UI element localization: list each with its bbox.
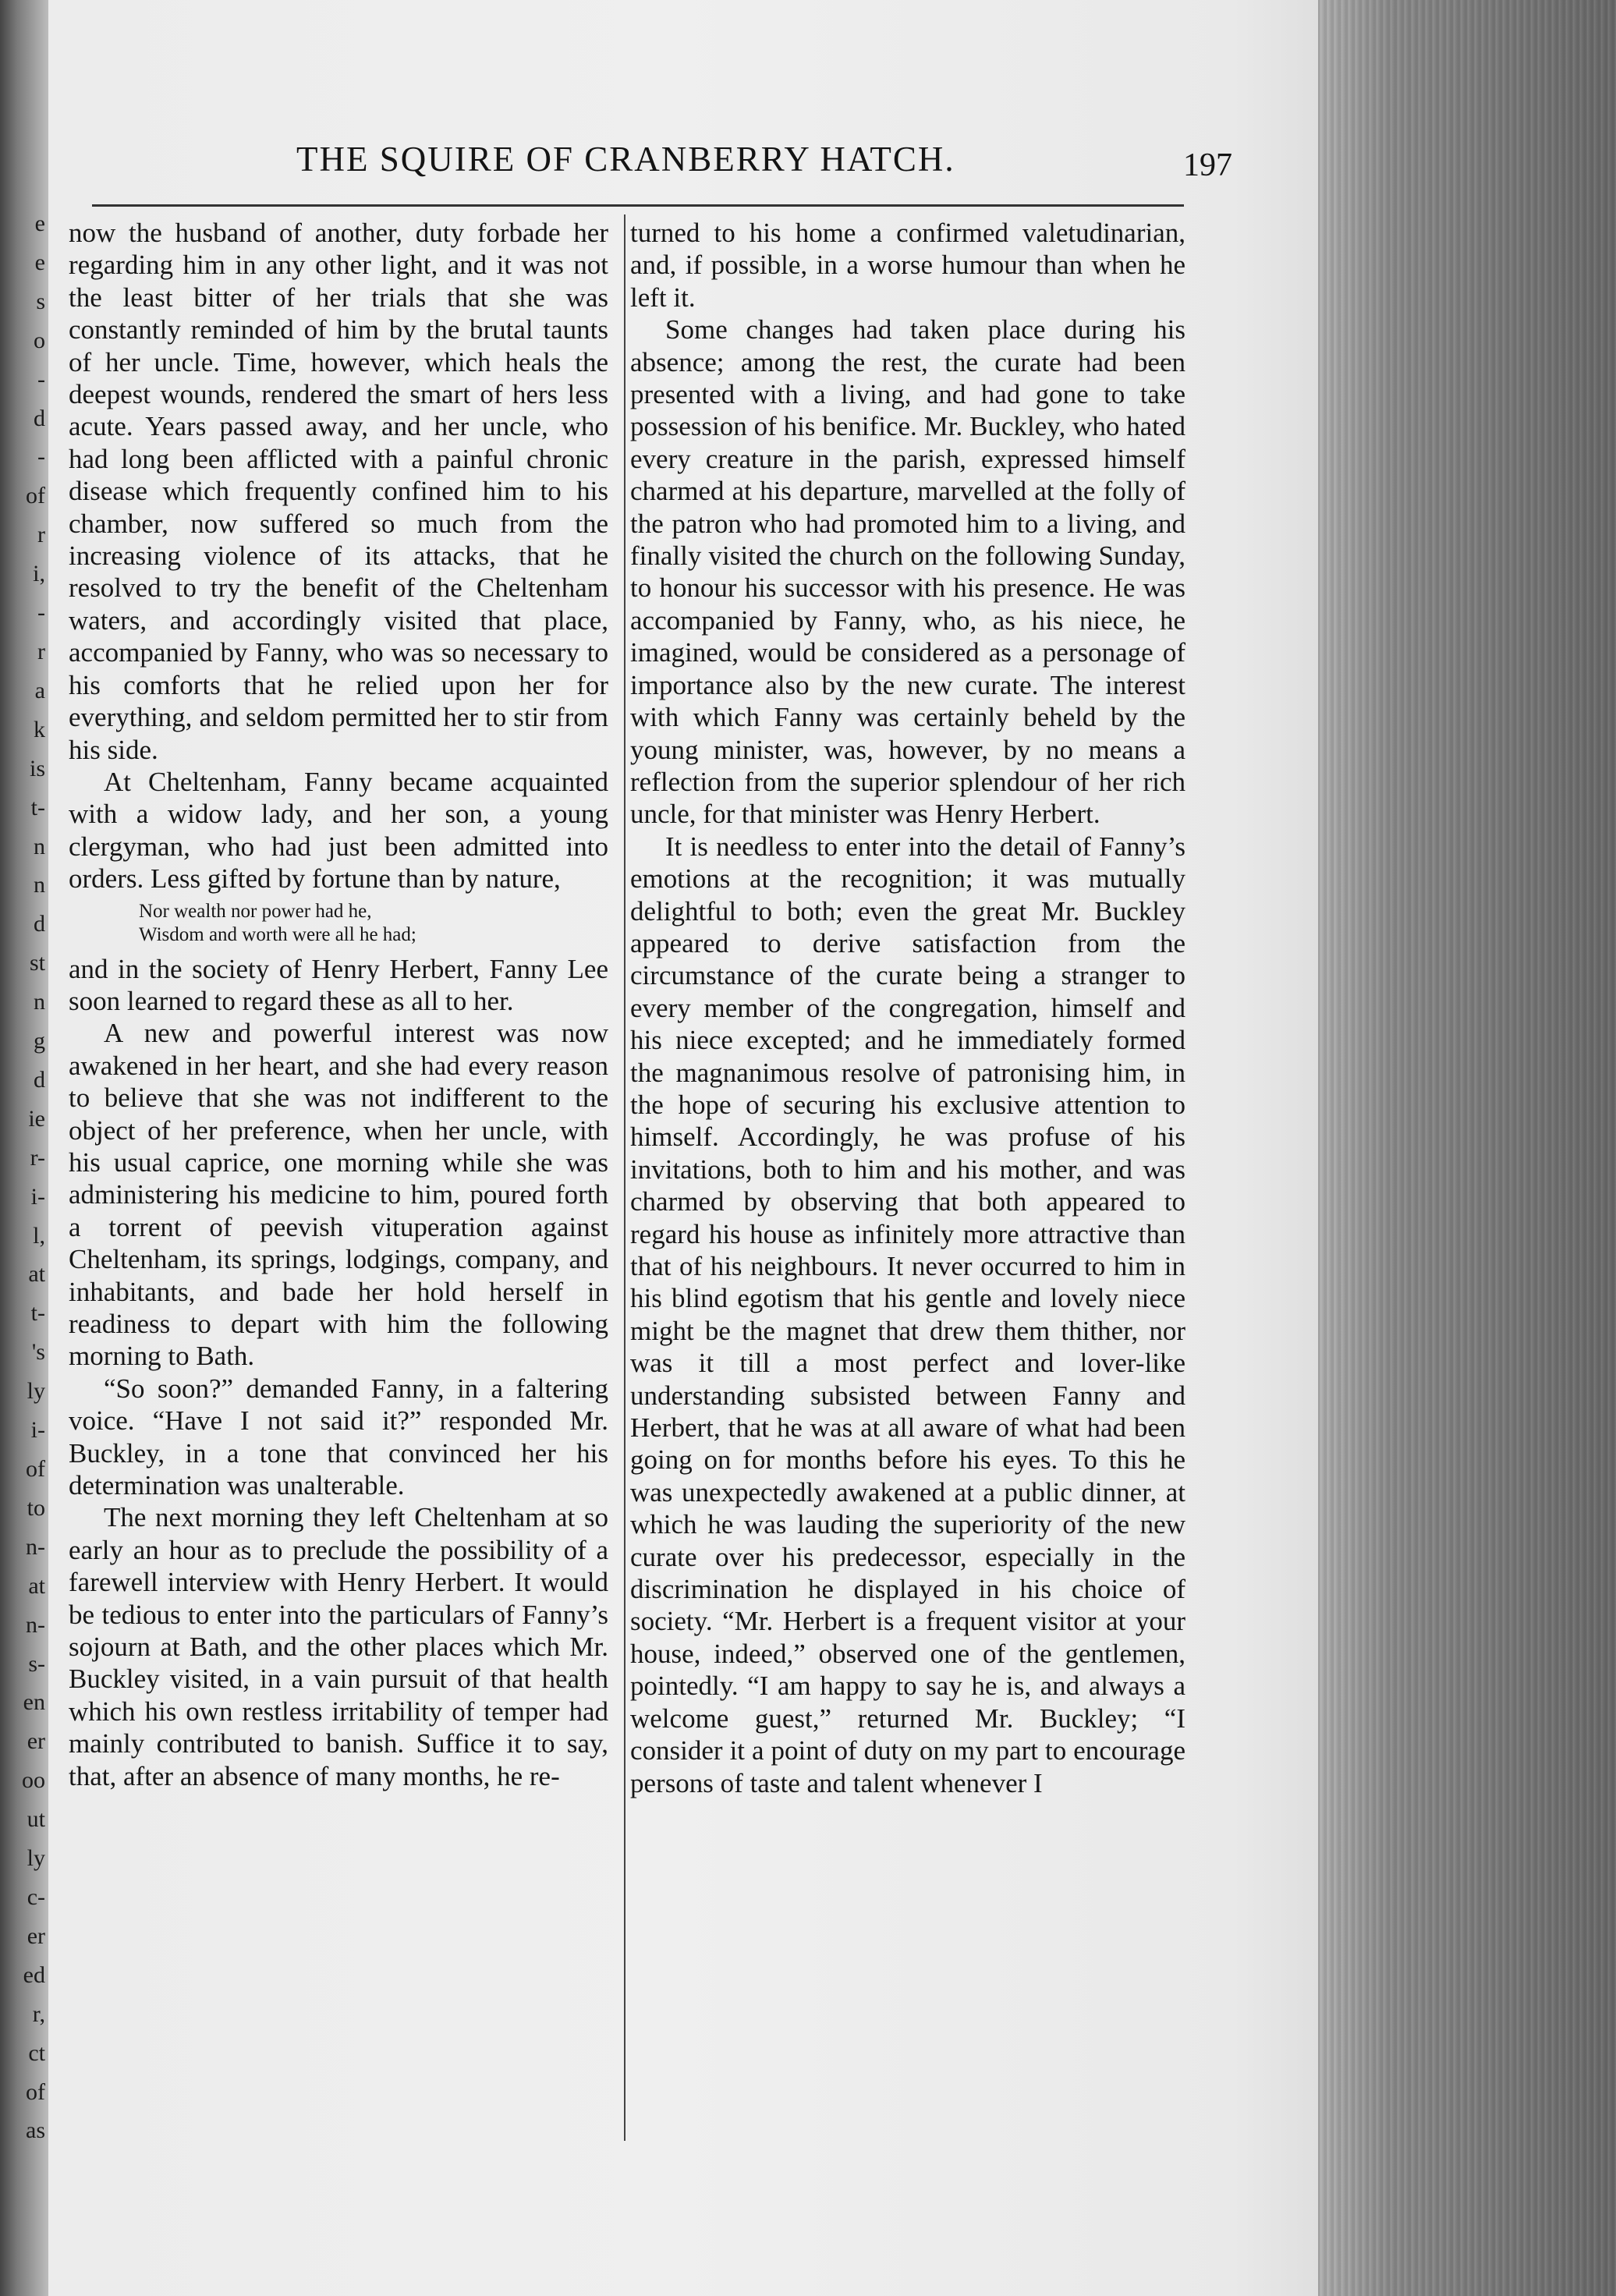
verse-line: Wisdom and worth were all he had;: [139, 923, 416, 945]
paragraph: “So soon?” demanded Fanny, in a faltering voice. “Have I not said it?” responded Mr. Buckley, in a tone that convinced her his determination was unalterable.: [69, 1373, 608, 1501]
margin-fragment: of: [26, 1456, 45, 1482]
margin-fragment: n: [34, 989, 45, 1015]
margin-fragment: is: [29, 755, 45, 781]
margin-fragment: d: [34, 1066, 45, 1093]
left-column: [69, 217, 608, 2135]
margin-fragment: to: [27, 1494, 45, 1521]
margin-fragment: d: [34, 911, 45, 937]
margin-fragment: e: [34, 249, 45, 275]
paragraph: turned to his home a confirmed valetudinarian, and, if possible, in a worse humour than when he left it.: [630, 218, 1185, 313]
running-head-title: THE SQUIRE OF CRANBERRY HATCH.: [296, 140, 955, 179]
margin-fragment: ly: [27, 1845, 45, 1872]
margin-fragment: as: [26, 2117, 45, 2144]
margin-fragment: at: [28, 1261, 45, 1288]
margin-fragment: t-: [30, 1300, 45, 1327]
margin-fragment: -: [37, 366, 45, 392]
margin-fragment: r,: [32, 2000, 45, 2027]
margin-fragment: ut: [27, 1806, 45, 1833]
margin-fragment: c-: [27, 1883, 45, 1910]
margin-fragment: 's: [31, 1339, 45, 1366]
margin-fragment: k: [34, 716, 45, 742]
paragraph: and in the society of Henry Herbert, Fanny Lee soon learned to regard these as all to her.: [69, 953, 608, 1016]
margin-fragment: n: [34, 833, 45, 859]
previous-page-fragments: [0, 211, 48, 2145]
margin-fragment: n-: [26, 1533, 45, 1560]
margin-fragment: i,: [33, 561, 45, 587]
right-column: [630, 217, 1185, 2135]
book-fore-edge: [1318, 0, 1616, 2296]
margin-fragment: i-: [30, 1417, 45, 1444]
margin-fragment: n-: [26, 1611, 45, 1638]
paragraph: now the husband of another, duty forbade her regarding him in any other light, and it was not the least bitter of her trials that she was constantly reminded of him by the brutal taunts of her uncle. Time, however, which heals the deepest wounds, rendered the smart of hers less acute. Years passed away, and her uncle, who had long been afflicted with a painful chronic disease which frequently confined him to his chamber, now suffered so much from the increasing violence of its attacks, that he resolved to try the benefit of the Cheltenham waters, and accordingly visited that place, accompanied by Fanny, who was so necessary to his comforts that he relied upon her for everything, and seldom permitted her to stir from his side.: [69, 218, 608, 765]
paragraph: The next morning they left Cheltenham at so early an hour as to preclude the possibility of a farewell interview with Henry Herbert. It would be tedious to enter into the particulars of Fanny’s sojourn at Bath, and the other places which Mr. Buckley visited, in a vain pursuit of that health which his own restless irritability of temper had mainly contributed to banish. Suffice it to say, that, after an absence of many months, he re-: [69, 1502, 608, 1791]
margin-fragment: s-: [28, 1650, 45, 1677]
margin-fragment: n: [34, 872, 45, 898]
paragraph: At Cheltenham, Fanny became acquainted with a widow lady, and her son, a young clergyman, who had just been admitted into orders. Less gifted by fortune than by nature,: [69, 766, 608, 895]
page-number: 197: [1183, 147, 1232, 183]
margin-fragment: s: [36, 288, 45, 314]
margin-fragment: ed: [23, 1961, 45, 1988]
margin-fragment: d: [34, 405, 45, 431]
margin-fragment: ct: [28, 2039, 45, 2066]
margin-fragment: r: [37, 522, 45, 548]
margin-fragment: er: [27, 1922, 45, 1949]
verse-quote: [139, 900, 608, 947]
margin-fragment: ie: [28, 1105, 45, 1132]
margin-fragment: t-: [30, 794, 45, 820]
margin-fragment: -: [37, 444, 45, 470]
margin-fragment: r-: [30, 1144, 45, 1171]
paragraph: It is needless to enter into the detail of Fanny’s emotions at the recognition; it was mutually delightful to both; even the great Mr. Buckley appeared to derive satisfaction from the circumstance of the curate being a stranger to every member of the congregation, himself and his niece excepted; and he immediately formed the magnanimous resolve of patronising him, in the hope of securing his exclusive attention to himself. Accordingly, he was profuse of his invitations, both to him and his mother, and was charmed by observing that both appeared to regard his house as infinitely more attractive than that of his neighbours. It never occurred to him in his blind egotism that his gentle and lovely niece might be the magnet that drew them thither, nor was it till a most perfect and lover-like understanding subsisted between Fanny and Herbert, that he was at all aware of what had been going on for months before his eyes. To this he was unexpectedly awakened at a public dinner, at which he was lauding the superiority of the new curate over his predecessor, especially in the discrimination he displayed in his choice of society. “Mr. Herbert is a frequent visitor at your house, indeed,” observed one of the gentlemen, pointedly. “I am happy to say he is, and always a welcome guest,” returned Mr. Buckley; “I consider it a point of duty on my part to encourage persons of taste and talent whenever I: [630, 831, 1185, 1798]
verse-line: Nor wealth nor power had he,: [139, 900, 372, 922]
margin-fragment: en: [23, 1689, 45, 1716]
margin-fragment: g: [34, 1028, 45, 1054]
margin-fragment: e: [34, 211, 45, 236]
paragraph: A new and powerful interest was now awakened in her heart, and she had every reason to believe that she was not indifferent to the object of her preference, when her uncle, with his usual caprice, one morning while she was administering his medicine to him, poured forth a torrent of peevish vituperation against Cheltenham, its springs, lodgings, company, and inhabitants, and bade her hold herself in readiness to depart with him the following morning to Bath.: [69, 1018, 608, 1372]
margin-fragment: at: [28, 1572, 45, 1599]
column-divider: [624, 214, 625, 2141]
margin-fragment: er: [27, 1728, 45, 1755]
margin-fragment: oo: [22, 1767, 45, 1794]
margin-fragment: l,: [33, 1222, 45, 1249]
margin-fragment: r: [37, 638, 45, 664]
header-rule: [92, 204, 1184, 207]
margin-fragment: ly: [27, 1378, 45, 1405]
margin-fragment: a: [34, 677, 45, 703]
margin-fragment: -: [37, 600, 45, 626]
paragraph: Some changes had taken place during his absence; among the rest, the curate had been presented with a living, and had gone to take possession of his benifice. Mr. Buckley, who hated every creature in the parish, expressed himself charmed at his departure, marvelled at the folly of the patron who had promoted him to a living, and finally visited the church on the following Sunday, to honour his successor with his presence. He was accompanied by Fanny, who, as his niece, he imagined, would be considered as a personage of importance also by the new curate. The interest with which Fanny was certainly beheld by the young minister, was, however, by no means a reflection from the superior splendour of her rich uncle, for that minister was Henry Herbert.: [630, 314, 1185, 830]
margin-fragment: of: [26, 483, 45, 509]
margin-fragment: st: [29, 950, 45, 976]
margin-fragment: i-: [30, 1183, 45, 1210]
margin-fragment: of: [26, 2078, 45, 2105]
margin-fragment: o: [34, 327, 45, 353]
